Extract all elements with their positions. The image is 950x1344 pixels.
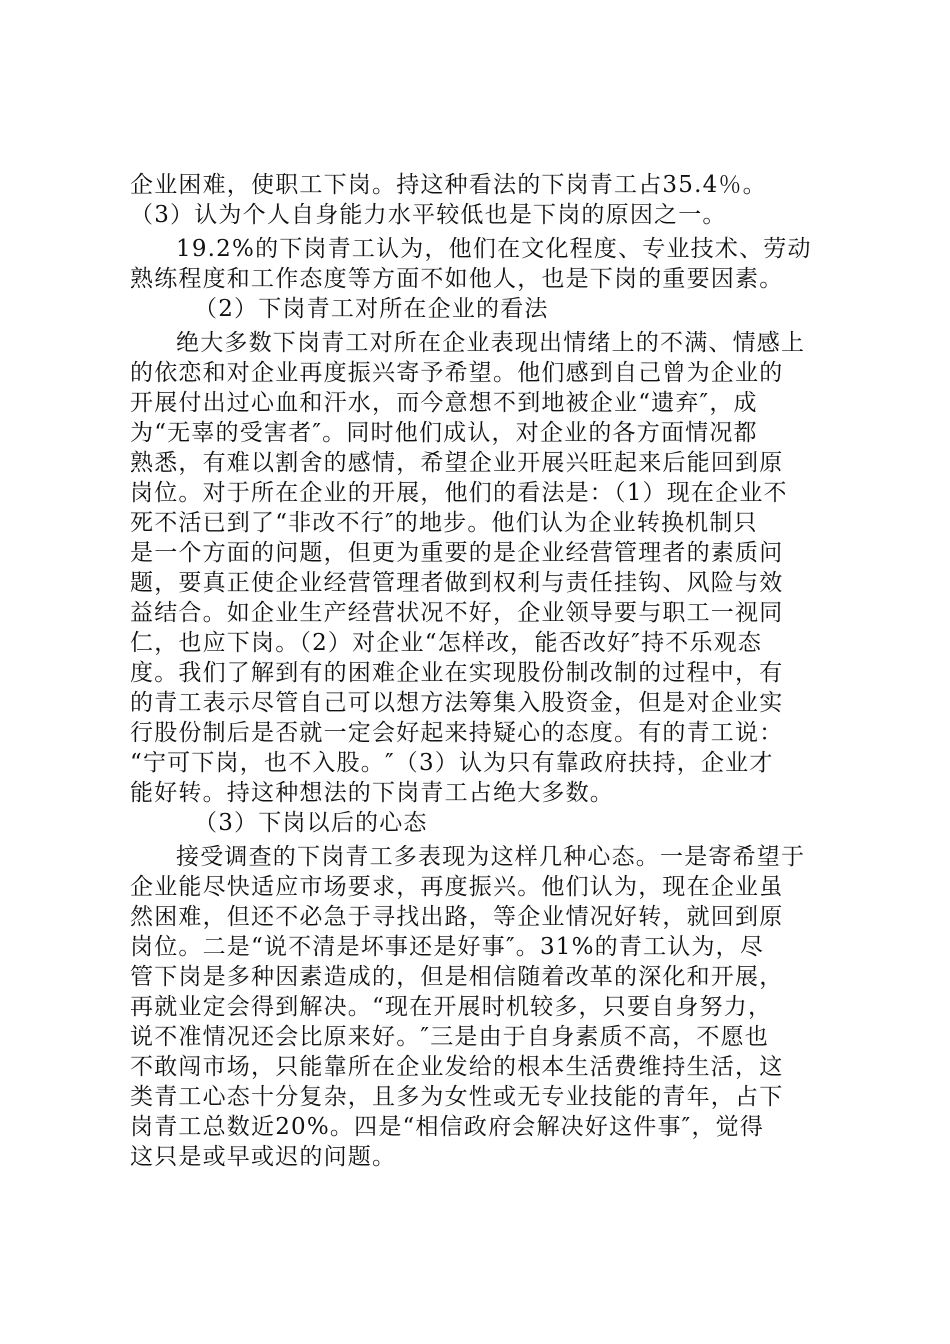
text-line: 类青工心态十分复杂，且多为女性或无专业技能的青年，占下 — [130, 1084, 784, 1110]
text-line: 岗位。对于所在企业的开展，他们的看法是：（1）现在企业不 — [130, 480, 788, 506]
section-heading: （3）下岗以后的心态 — [194, 810, 428, 836]
text-line: 能好转。持这种想法的下岗青工占绝大多数。 — [130, 780, 614, 806]
text-line: 仁，也应下岗。（2）对企业“怎样改，能否改好″持不乐观态 — [130, 630, 763, 656]
text-line: 开展付出过心血和汗水，而今意想不到地被企业“遗弃″，成 — [130, 390, 758, 416]
text-line: 为“无辜的受害者″。同时他们成认，对企业的各方面情况都 — [130, 420, 758, 446]
text-line: 岗青工总数近20%。四是“相信政府会解决好这件事″，觉得 — [130, 1114, 765, 1140]
section-heading: （2）下岗青工对所在企业的看法 — [194, 296, 549, 322]
paragraph-start-line: 绝大多数下岗青工对所在企业表现出情绪上的不满、情感上 — [176, 330, 806, 356]
text-line: 说不准情况还会比原来好。″三是由于自身素质不高，不愿也 — [130, 1024, 769, 1050]
text-line: 死不活已到了“非改不行″的地步。他们认为企业转换机制只 — [130, 510, 758, 536]
text-line: 益结合。如企业生产经营状况不好，企业领导要与职工一视同 — [130, 600, 784, 626]
text-line: “宁可下岗，也不入股。″（3）认为只有靠政府扶持，企业才 — [130, 750, 774, 776]
text-line: 熟悉，有难以割舍的感情，希望企业开展兴旺起来后能回到原 — [130, 450, 784, 476]
text-line: （3）认为个人自身能力水平较低也是下岗的原因之一。 — [130, 202, 727, 228]
text-line: 不敢闯市场，只能靠所在企业发给的根本生活费维持生活，这 — [130, 1054, 784, 1080]
text-line: 的青工表示尽管自己可以想方法筹集入股资金，但是对企业实 — [130, 690, 784, 716]
document-body — [130, 170, 830, 1172]
text-line: 熟练程度和工作态度等方面不如他人，也是下岗的重要因素。 — [130, 266, 784, 292]
text-line: 岗位。二是“说不清是坏事还是好事″。31%的青工认为，尽 — [130, 934, 765, 960]
text-line: 度。我们了解到有的困难企业在实现股份制改制的过程中，有 — [130, 660, 784, 686]
text-line: 行股份制后是否就一定会好起来持疑心的态度。有的青工说： — [130, 720, 784, 746]
text-line: 的依恋和对企业再度振兴寄予希望。他们感到自己曾为企业的 — [130, 360, 784, 386]
text-line: 管下岗是多种因素造成的，但是相信随着改革的深化和开展， — [130, 964, 784, 990]
text-line: 这只是或早或迟的问题。 — [130, 1144, 397, 1170]
text-line: 题，要真正使企业经营管理者做到权利与责任挂钩、风险与效 — [130, 570, 784, 596]
text-line: 企业能尽快适应市场要求，再度振兴。他们认为，现在企业虽 — [130, 874, 784, 900]
text-line: 企业困难，使职工下岗。持这种看法的下岗青工占35.4％。 — [130, 172, 767, 198]
paragraph-start-line: 接受调查的下岗青工多表现为这样几种心态。一是寄希望于 — [176, 844, 806, 870]
text-line: 然困难，但还不必急于寻找出路，等企业情况好转，就回到原 — [130, 904, 784, 930]
text-line: 再就业定会得到解决。“现在开展时机较多，只要自身努力， — [130, 994, 773, 1020]
paragraph-start-line: 19.2%的下岗青工认为，他们在文化程度、专业技术、劳动 — [176, 236, 812, 262]
text-line: 是一个方面的问题，但更为重要的是企业经营管理者的素质问 — [130, 540, 784, 566]
